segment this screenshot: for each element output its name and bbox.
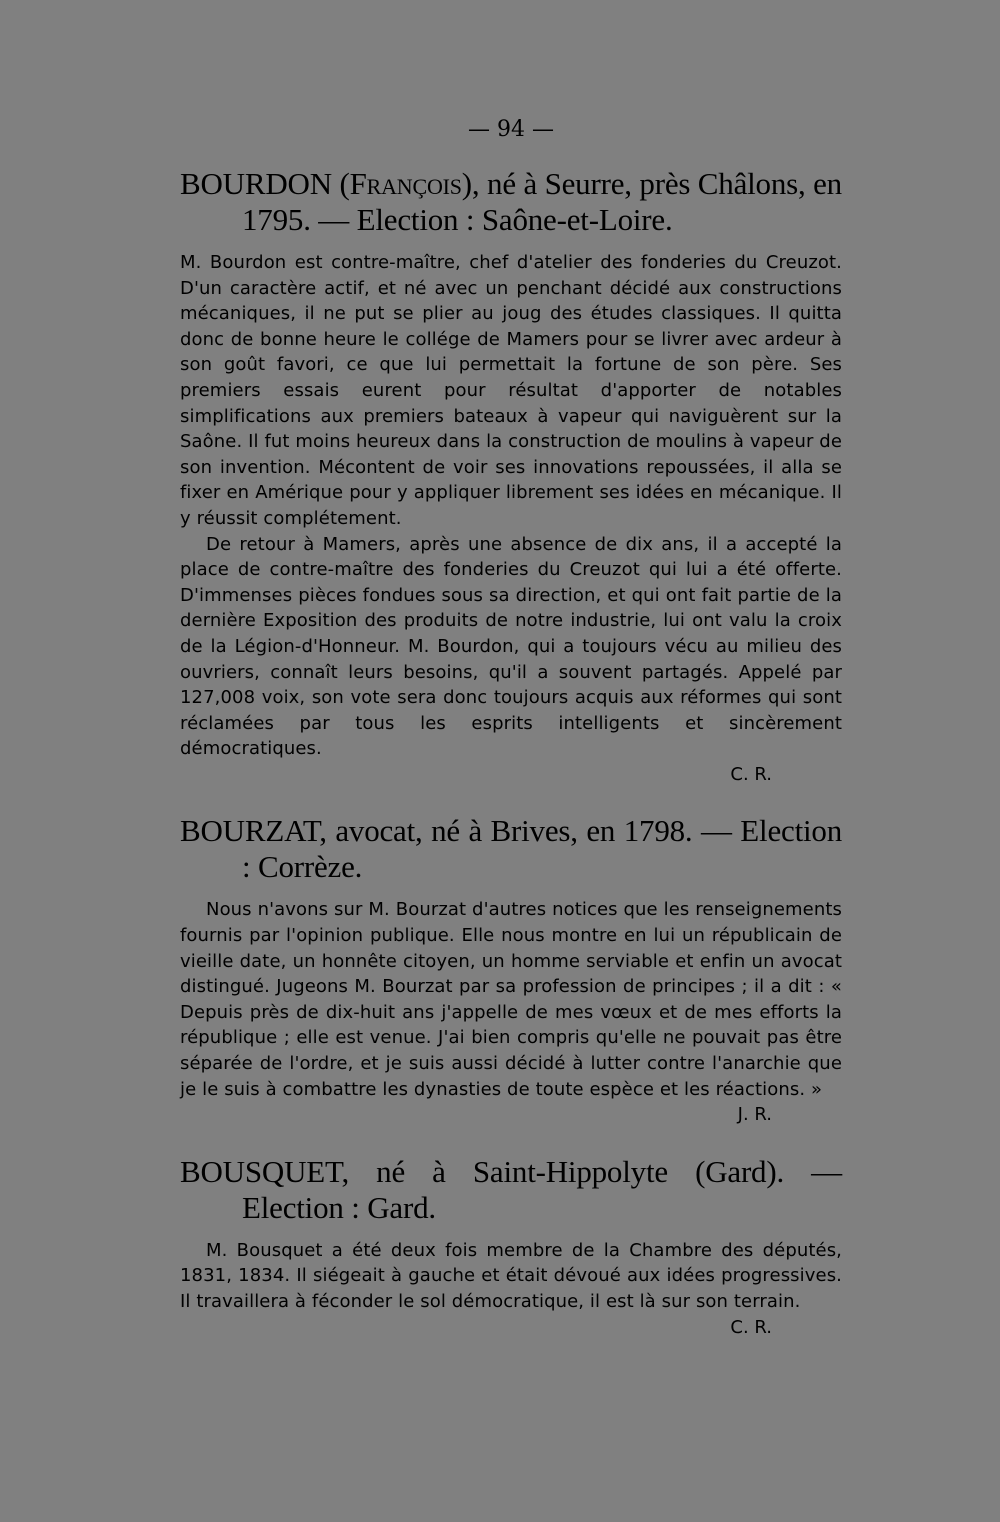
entry-bourdon bbox=[180, 166, 842, 787]
entry-heading-rest: , avocat, né à Brives, en 1798. — Election : Corrèze. bbox=[242, 813, 842, 885]
page-number: — 94 — bbox=[468, 117, 554, 142]
entry-paragraph: Nous n'avons sur M. Bourzat d'autres notices que les renseignements fournis par l'opinion publique. Elle nous montre en lui un républicain de vieille date, un honnête citoyen, un homme serviable et enfin un avocat distingué. Jugeons M. Bourzat par sa profession de principes ; il a dit : « Depuis près de dix-huit ans j'appelle de mes vœux et de mes efforts la république ; elle est venue. J'ai bien compris qu'elle ne pouvait pas être séparée de l'ordre, et je suis aussi décidé à lutter contre l'anarchie que je le suis à combattre les dynasties de toute espèce et les réactions. » bbox=[180, 899, 842, 1100]
page bbox=[180, 112, 842, 1366]
entry-bousquet bbox=[180, 1154, 842, 1340]
entry-heading bbox=[180, 166, 842, 238]
entry-bourzat bbox=[180, 813, 842, 1127]
entry-heading-rest: , né à Seurre, près Châlons, en 1795. — Election : Saône-et-Loire. bbox=[242, 166, 842, 237]
entry-signature: C. R. bbox=[730, 1316, 772, 1338]
entry-paragraph: De retour à Mamers, après une absence de dix ans, il a accepté la place de contre-maître des fonderies du Creuzot qui lui a été offerte. D'immenses pièces fondues sous sa direction, et qui ont fait partie de la dernière Exposition des produits de notre industrie, lui ont valu la croix de la Légion-d'Honneur. M. Bourdon, qui a toujours vécu au milieu des ouvriers, connaît leurs besoins, qu'il a souvent partagés. Appelé par 127,008 voix, son vote sera donc toujours acquis aux réformes qui sont réclamées par tous les esprits intelligents et sincèrement démocratiques. bbox=[180, 533, 842, 760]
entry-signature: C. R. bbox=[730, 763, 772, 785]
entry-name: BOURDON bbox=[180, 166, 332, 201]
entry-signature: J. R. bbox=[737, 1104, 772, 1126]
signature-line bbox=[180, 1315, 842, 1341]
entry-given-name: (François) bbox=[339, 166, 472, 201]
entry-name: BOURZAT bbox=[180, 813, 320, 849]
entry-paragraph: M. Bousquet a été deux fois membre de la Chambre des députés, 1831, 1834. Il siégeait à gauche et était dévoué aux idées progressives. Il travaillera à féconder le sol démocratique, il est là sur son terrain. bbox=[180, 1239, 842, 1312]
entry-heading bbox=[180, 1154, 842, 1226]
entry-heading bbox=[180, 813, 842, 885]
signature-line bbox=[180, 1102, 842, 1128]
entry-paragraph: M. Bourdon est contre-maître, chef d'atelier des fonderies du Creuzot. D'un caractère actif, et né avec un penchant décidé aux constructions mécaniques, il ne put se plier au joug des études classiques. Il quitta donc de bonne heure le collége de Mamers pour se livrer avec ardeur à son goût favori, ce que lui permettait la fortune de son père. Ses premiers essais eurent pour résultat d'apporter de notables simplifications aux premiers bateaux à vapeur qui naviguèrent sur la Saône. Il fut moins heureux dans la construction de moulins à vapeur de son invention. Mécontent de voir ses innovations repoussées, il alla se fixer en Amérique pour y appliquer librement ses idées en mécanique. Il y réussit complétement. bbox=[180, 252, 842, 529]
signature-line bbox=[180, 762, 842, 788]
entry-heading-rest: , né à Saint-Hippolyte (Gard). — Election : Gard. bbox=[242, 1153, 842, 1225]
entry-name: BOUSQUET bbox=[180, 1153, 342, 1189]
